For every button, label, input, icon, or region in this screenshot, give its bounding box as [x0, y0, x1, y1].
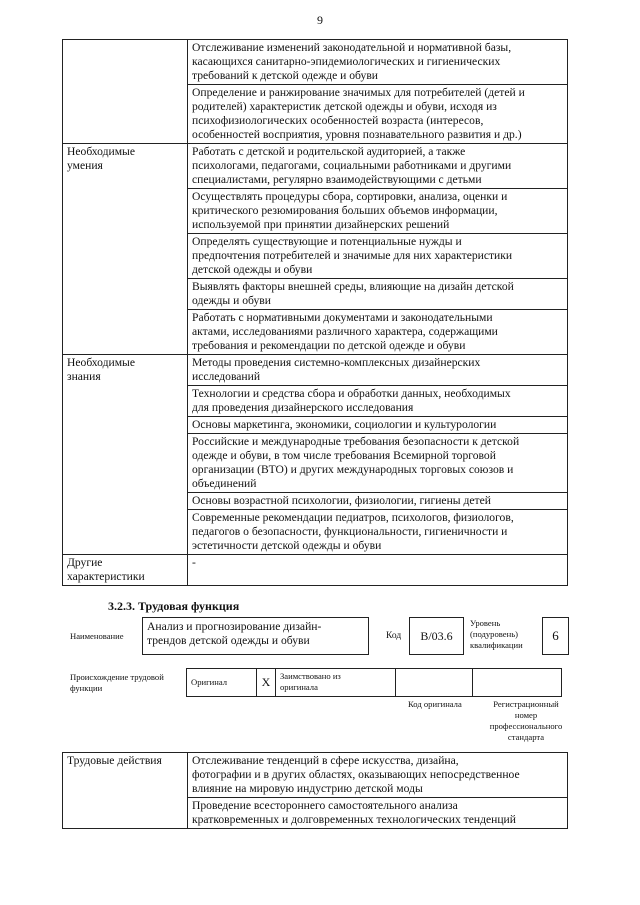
table-cell: Основы маркетинга, экономики, социологии и культурологии	[188, 417, 568, 434]
table-cell: Работать с детской и родительской аудиторией, а также психологами, педагогами, социальными работниками и другими специалистами, регулярно взаимодействующими с детьми	[188, 144, 568, 189]
table-cell: Проведение всестороннего самостоятельного анализа кратковременных и долговременных технологических тенденций	[188, 798, 568, 829]
row-label-knowledge: Необходимые знания	[63, 355, 188, 555]
table-row	[63, 355, 568, 386]
level-label: Уровень (подуровень) квалификации	[470, 618, 523, 650]
table-cell: Технологии и средства сбора и обработки данных, необходимых для проведения дизайнерского исследования	[188, 386, 568, 417]
table-cell: Определение и ранжирование значимых для потребителей (детей и родителей) характеристик детской одежды и обуви, исходя из психофизиологических особенностей возраста (интересов, особенностей восприятия, уровня познавательного развития и др.)	[188, 85, 568, 144]
table-cell: Современные рекомендации педиатров, психологов, физиологов, педагогов о безопасности, функциональности, гигиеничности и эстетичности детской одежды и обуви	[188, 510, 568, 555]
borrowed-label: Заимствовано из оригинала	[276, 669, 396, 697]
reg-number-label: Регистрационный номер профессионального стандарта	[489, 699, 563, 742]
skills-knowledge-table	[62, 39, 568, 586]
code-original-label: Код оригинала	[408, 699, 462, 709]
table-row	[63, 555, 568, 586]
code-original-cell	[396, 669, 473, 697]
table-cell: Определять существующие и потенциальные нужды и предпочтения потребителей и значимые для них характеристики детской одежды и обуви	[188, 234, 568, 279]
origin-table	[186, 668, 562, 697]
table-row	[63, 144, 568, 189]
row-label	[63, 40, 188, 144]
row-label-skills: Необходимые умения	[63, 144, 188, 355]
row-label-other: Другие характеристики	[63, 555, 188, 586]
table-cell: Российские и международные требования безопасности к детской одежде и обуви, в том числе требования Всемирной торговой организации (ВТО) и других международных торговых союзов и объединений	[188, 434, 568, 493]
table-row	[63, 753, 568, 798]
table-cell: Методы проведения системно-комплексных дизайнерских исследований	[188, 355, 568, 386]
table-cell: -	[188, 555, 568, 586]
code-value-box: B/03.6	[409, 617, 464, 655]
function-name-box: Анализ и прогнозирование дизайн- трендов детской одежды и обуви	[142, 617, 369, 655]
table-cell: Работать с нормативными документами и законодательными актами, исследованиями различного характера, содержащими требования и рекомендации по детской одежде и обуви	[188, 310, 568, 355]
original-label: Оригинал	[187, 669, 257, 697]
table-row	[187, 669, 562, 697]
table-cell: Осуществлять процедуры сбора, сортировки, анализа, оценки и критического резюмирования больших объемов информации, используемой при принятии дизайнерских решений	[188, 189, 568, 234]
level-value-box: 6	[542, 617, 569, 655]
code-label: Код	[386, 631, 402, 641]
table-cell: Отслеживание изменений законодательной и нормативной базы, касающихся санитарно-эпидемиологических и гигиенических требований к детской одежде и обуви	[188, 40, 568, 85]
table-cell: Выявлять факторы внешней среды, влияющие на дизайн детской одежды и обуви	[188, 279, 568, 310]
labor-actions-table	[62, 752, 568, 829]
table-row	[63, 40, 568, 85]
section-heading: 3.2.3. Трудовая функция	[108, 599, 240, 613]
name-label: Наименование	[70, 631, 124, 641]
origin-label: Происхождение трудовой функции	[70, 672, 164, 693]
table-cell: Основы возрастной психологии, физиологии, гигиены детей	[188, 493, 568, 510]
page-number: 9	[317, 13, 323, 27]
original-mark: X	[257, 669, 276, 697]
reg-number-cell	[473, 669, 562, 697]
table-cell: Отслеживание тенденций в сфере искусства, дизайна, фотографии и в других областях, оказывающих непосредственное влияние на мировую индустрию детской моды	[188, 753, 568, 798]
row-label-actions: Трудовые действия	[63, 753, 188, 829]
